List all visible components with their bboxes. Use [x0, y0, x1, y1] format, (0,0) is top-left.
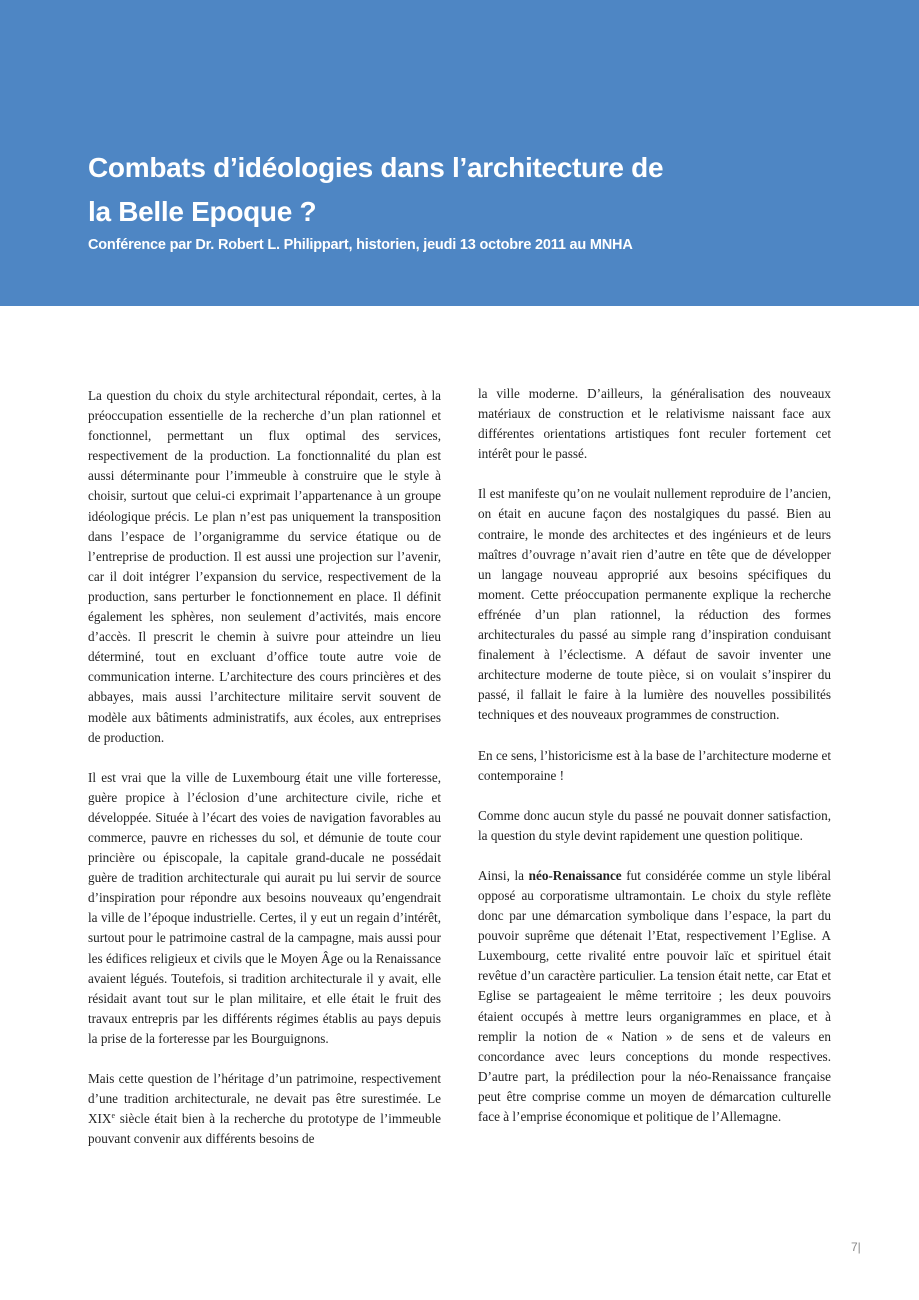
paragraph: [478, 866, 831, 1127]
text-run: siècle était bien à la recherche du prototype de l’immeuble pouvant convenir aux différents besoins de: [88, 1111, 441, 1147]
left-column: [88, 386, 441, 1149]
paragraph: [88, 1069, 441, 1149]
right-column: [478, 384, 831, 1127]
paragraph: La question du choix du style architectural répondait, certes, à la préoccupation essentielle de la recherche d’un plan rationnel et fonctionnel, permettant un flux optimal des services, respectivement de la production. La fonctionnalité du plan est aussi déterminante pour l’immeuble à construire que le style à choisir, surtout que celui-ci exprimait l’appartenance à un groupe idéologique précis. Le plan n’est pas uniquement la transposition dans l’espace de l’organigramme du service étatique ou de l’entreprise de production. Il est aussi une projection sur l’avenir, car il doit intégrer l’expansion du service, respectivement de la production, sans perturber le fonctionnement en place. Il définit également les sphères, non seulement d’activités, mais encore d’accès. Il prescrit le chemin à suivre pour atteindre un lieu déterminé, tout en excluant d’office toute autre voie de communication interne. L’architecture des cours princières et des abbayes, mais aussi l’architecture militaire servit souvent de modèle aux bâtiments administratifs, aux écoles, aux entreprises de production.: [88, 388, 441, 745]
text-run: Mais cette question de l’héritage d’un patrimoine, respectivement d’une tradition architecturale, ne devait pas être surestimée. Le XIX: [88, 1071, 441, 1127]
text-run: fut considérée comme un style libéral opposé au corporatisme ultramontain. Le choix du style reflète donc par une démarcation symbolique dans l’espace, la part du pouvoir suprême que détenait l’Etat, respectivement l’Eglise. A Luxembourg, cette rivalité entre pouvoir laïc et spirituel était revêtue d’un caractère particulier. La tension était nette, car Etat et Eglise se partageaient le même territoire ; les deux pouvoirs étaient occupés à mettre leurs organigrammes en place, et à remplir la notion de « Nation » de sens et de valeurs en concordance avec leurs conceptions du monde respectives. D’autre part, la prédilection pour la néo-Renaissance française peut être comprise comme un moyen de démarcation culturelle face à l’emprise économique et politique de l’Allemagne.: [478, 867, 831, 1124]
superscript: e: [111, 1111, 116, 1121]
article-subtitle: Conférence par Dr. Robert L. Philippart, historien, jeudi 13 octobre 2011 au MNHA: [88, 237, 633, 253]
paragraph: Il est vrai que la ville de Luxembourg était une ville forteresse, guère propice à l’éclosion d’une architecture civile, riche et développée. Située à l’écart des voies de navigation favorables au commerce, pauvre en richesses du sol, et démunie de toute cour princière ou épiscopale, la capitale grand-ducale ne possédait guère de tradition architecturale qui aurait pu lui servir de source d’inspiration pour répondre aux besoins nouveaux qu’engendrait la ville de l’époque industrielle. Certes, il y eut un regain d’intérêt, surtout pour le patrimoine castral de la campagne, mais aussi pour les édifices religieux et civils que le Moyen Âge ou la Renaissance avaient légués. Toutefois, si tradition architecturale il y avait, elle résidait avant tout sur le plan militaire, et elle était le fruit des travaux entrepris par les différents régimes établis au pays depuis la prise de la forteresse par les Bourguignons.: [88, 769, 441, 1046]
paragraph: Comme donc aucun style du passé ne pouvait donner satisfaction, la question du style devint rapidement une question politique.: [478, 807, 831, 843]
page-number: 7|: [851, 1240, 861, 1254]
paragraph: Il est manifeste qu’on ne voulait nullement reproduire de l’ancien, on était en aucune façon des nostalgiques du passé. Bien au contraire, le monde des architectes et des ingénieurs et de leurs maîtres d’ouvrage n’avait rien d’autre en tête que de développer un langage nouveau approprié aux besoins spécifiques du moment. Cette préoccupation permanente explique la recherche effrénée d’un plan rationnel, la réduction des formes architecturales du passé au simple rang d’inspiration conduisant finalement à l’éclectisme. A défaut de savoir inventer une architecture moderne de toute pièce, si on voulait s’inspirer du passé, il fallait le faire à la lumière des nouvelles possibilités techniques et des nouveaux programmes de construction.: [478, 486, 831, 723]
header-banner: [0, 0, 919, 306]
article-title: [88, 146, 848, 234]
article-title-line-1: Combats d’idéologies dans l’architecture de: [88, 152, 664, 183]
paragraph: la ville moderne. D’ailleurs, la généralisation des nouveaux matériaux de construction et le relativisme naissant face aux différentes orientations artistiques font reculer fortement cet intérêt pour le passé.: [478, 386, 831, 462]
paragraph: En ce sens, l’historicisme est à la base de l’architecture moderne et contemporaine !: [478, 747, 831, 783]
article-title-line-2: la Belle Epoque ?: [88, 196, 317, 227]
bold-term: néo-Renaissance: [528, 867, 622, 883]
text-run: Ainsi, la: [478, 867, 529, 883]
